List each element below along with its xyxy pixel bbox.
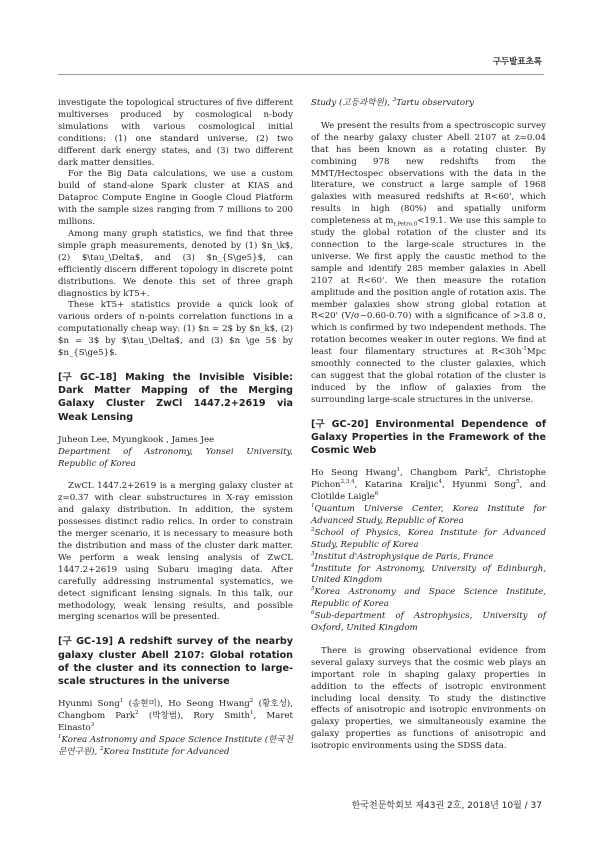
affiliation: $^1$Korea Astronomy and Space Science Institute (한국천문연구원), $^2$Korea Institute for Advanced [58, 734, 293, 757]
paragraph: For the Big Data calculations, we use a custom build of stand-alone Spark cluster at KIAS and Dataproc Compute Engine in Google Cloud Platform with the sample sizes ranging from 7 millions to 200 millions. [58, 169, 293, 228]
affiliation: $^1$Quantum Universe Center, Korea Institute for Advanced Study, Republic of Korea [311, 503, 546, 526]
page-footer: 한국천문학회보 제43권 2호, 2018년 10월 / 37 [351, 801, 542, 811]
author-list: Juheon Lee, Myungkook , James Jee [58, 434, 215, 445]
right-column [311, 98, 546, 753]
affiliation: Study (고등과학원), $^3$Tartu observatory [311, 97, 475, 108]
paragraph: investigate the topological structures of five different multiverses produced by cosmological n-body simulations with various cosmological initial conditions: (1) one standard universe, (2) two different dark energy states, and (3) two different dark matter densities. [58, 98, 293, 168]
left-column [58, 98, 293, 759]
affiliation: $^3$Institut d'Astrophysique de Paris, France [311, 550, 494, 562]
running-header: 구두발표초록 [492, 57, 542, 67]
paragraph: Among many graph statistics, we find that three simple graph measurements, denoted by (1) $n_\k$, (2) $\tau_\Delta$, and (3) $n_{S\ge5}$, can efficiently discern different topology in discrete point distributions. We denote this set of three graph diagnostics by kT5+. [58, 228, 293, 299]
abstract-title-gc18: [구 GC-18] Making the Invisible Visible: Dark Matter Mapping of the Merging Galaxy Cluster ZwCl 1447.2+2619 via Weak Lensing [58, 371, 293, 423]
abstract-title-gc19: [구 GC-19] A redshift survey of the nearby galaxy cluster Abell 2107: Global rotation of the cluster and its connection to large-scale structures in the universe [58, 636, 293, 687]
paragraph: These kT5+ statistics provide a quick look of various orders of n-points correlation functions in a computationally cheap way: (1) $n = 2$ by $n_k$, (2) $n = 3$ by $\tau_\Delta$, and (3) $n \ge 5$ by $n_{S\ge5}$. [58, 300, 293, 359]
affiliation: $^5$Korea Astronomy and Space Science Institute, Republic of Korea [311, 586, 546, 610]
author-list: Ho Seong Hwang$^1$, Changbom Park$^2$, Christophe Pichon$^{2,3,4}$, Katarina Kraljic$^4$, Hyunmi Song$^5$, and Clotilde Laigle$^6$ [311, 467, 547, 503]
abstract-body: There is growing observational evidence from several galaxy surveys that the cosmic web plays an important role in shaping galaxy properties in addition to the effects of isotropic environment including local density. To study the distinctive effects of anisotropic and isotropic environments on galaxy properties, we simultaneously examine the galaxy properties as functions of anisotropic and isotropic environments using the SDSS data. [311, 645, 546, 752]
affiliation: Department of Astronomy, Yonsei University, Republic of Korea [58, 446, 293, 469]
affiliation: $^6$Sub-department of Astrophysics, University of Oxford, United Kingdom [311, 610, 546, 634]
author-list: Hyunmi Song$^1$ (송현미), Ho Seong Hwang$^2$ (황호성), Changbom Park$^2$ (박창범), Rory Smith$^1$, Maret Einasto$^3$ [58, 698, 293, 733]
abstract-body: ZwCL 1447.2+2619 is a merging galaxy cluster at z=0.37 with clear substructures in X-ray emission and galaxy distribution. In addition, the system possesses distinct radio relics. In order to constrain the merger scenario, it is necessary to measure both the distribution and mass of the cluster dark matter. We perform a weak lensing analysis of ZwCL 1447.2+2619 using Subaru imaging data. After carefully addressing instrumental systematics, we detect significant lensing signals. In this talk, our methodology, weak lensing results, and possible merging scenarios will be presented. [58, 481, 293, 623]
affiliation: $^2$School of Physics, Korea Institute for Advanced Study, Republic of Korea [311, 526, 546, 550]
abstract-title-gc20: [구 GC-20] Environmental Dependence of Galaxy Properties in the Framework of the Cosmic Web [311, 418, 546, 457]
affiliation: $^4$Institute for Astronomy, University of Edinburgh, United Kingdom [311, 562, 546, 586]
abstract-body: We present the results from a spectroscopic survey of the nearby galaxy cluster Abell 2107 at z=0.04 that has been known as a rotating cluster. By combining 978 new redshifts from the MMT/Hectospec observations with the data in the literature, we construct a large sample of 1968 galaxies with measured redshifts at R<60', which results in high (80%) and spatially uniform completeness at $m_{r,Petro,0}<19.1$. We use this sample to study the global rotation of the cluster and its connection to the large-scale structures in the universe. We first apply the caustic method to the sample and identify 285 member galaxies in Abell 2107 at R<60'. We then measure the rotation amplitude and the position angle of rotation axis. The member galaxies show strong global rotation at R<20' (V/σ~0.60-0.70) with a significance of >3.8 σ, which is confirmed by two independent methods. The rotation becomes weaker in outer regions. We find at least four filamentary structures at $R<30h^{-1}Mpc$ smoothly connected to the cluster galaxies, which can suggest that the global rotation of the cluster is induced by the inflow of galaxies from the surrounding large-scale structures in the universe. [311, 120, 546, 405]
header-rule [58, 74, 544, 75]
